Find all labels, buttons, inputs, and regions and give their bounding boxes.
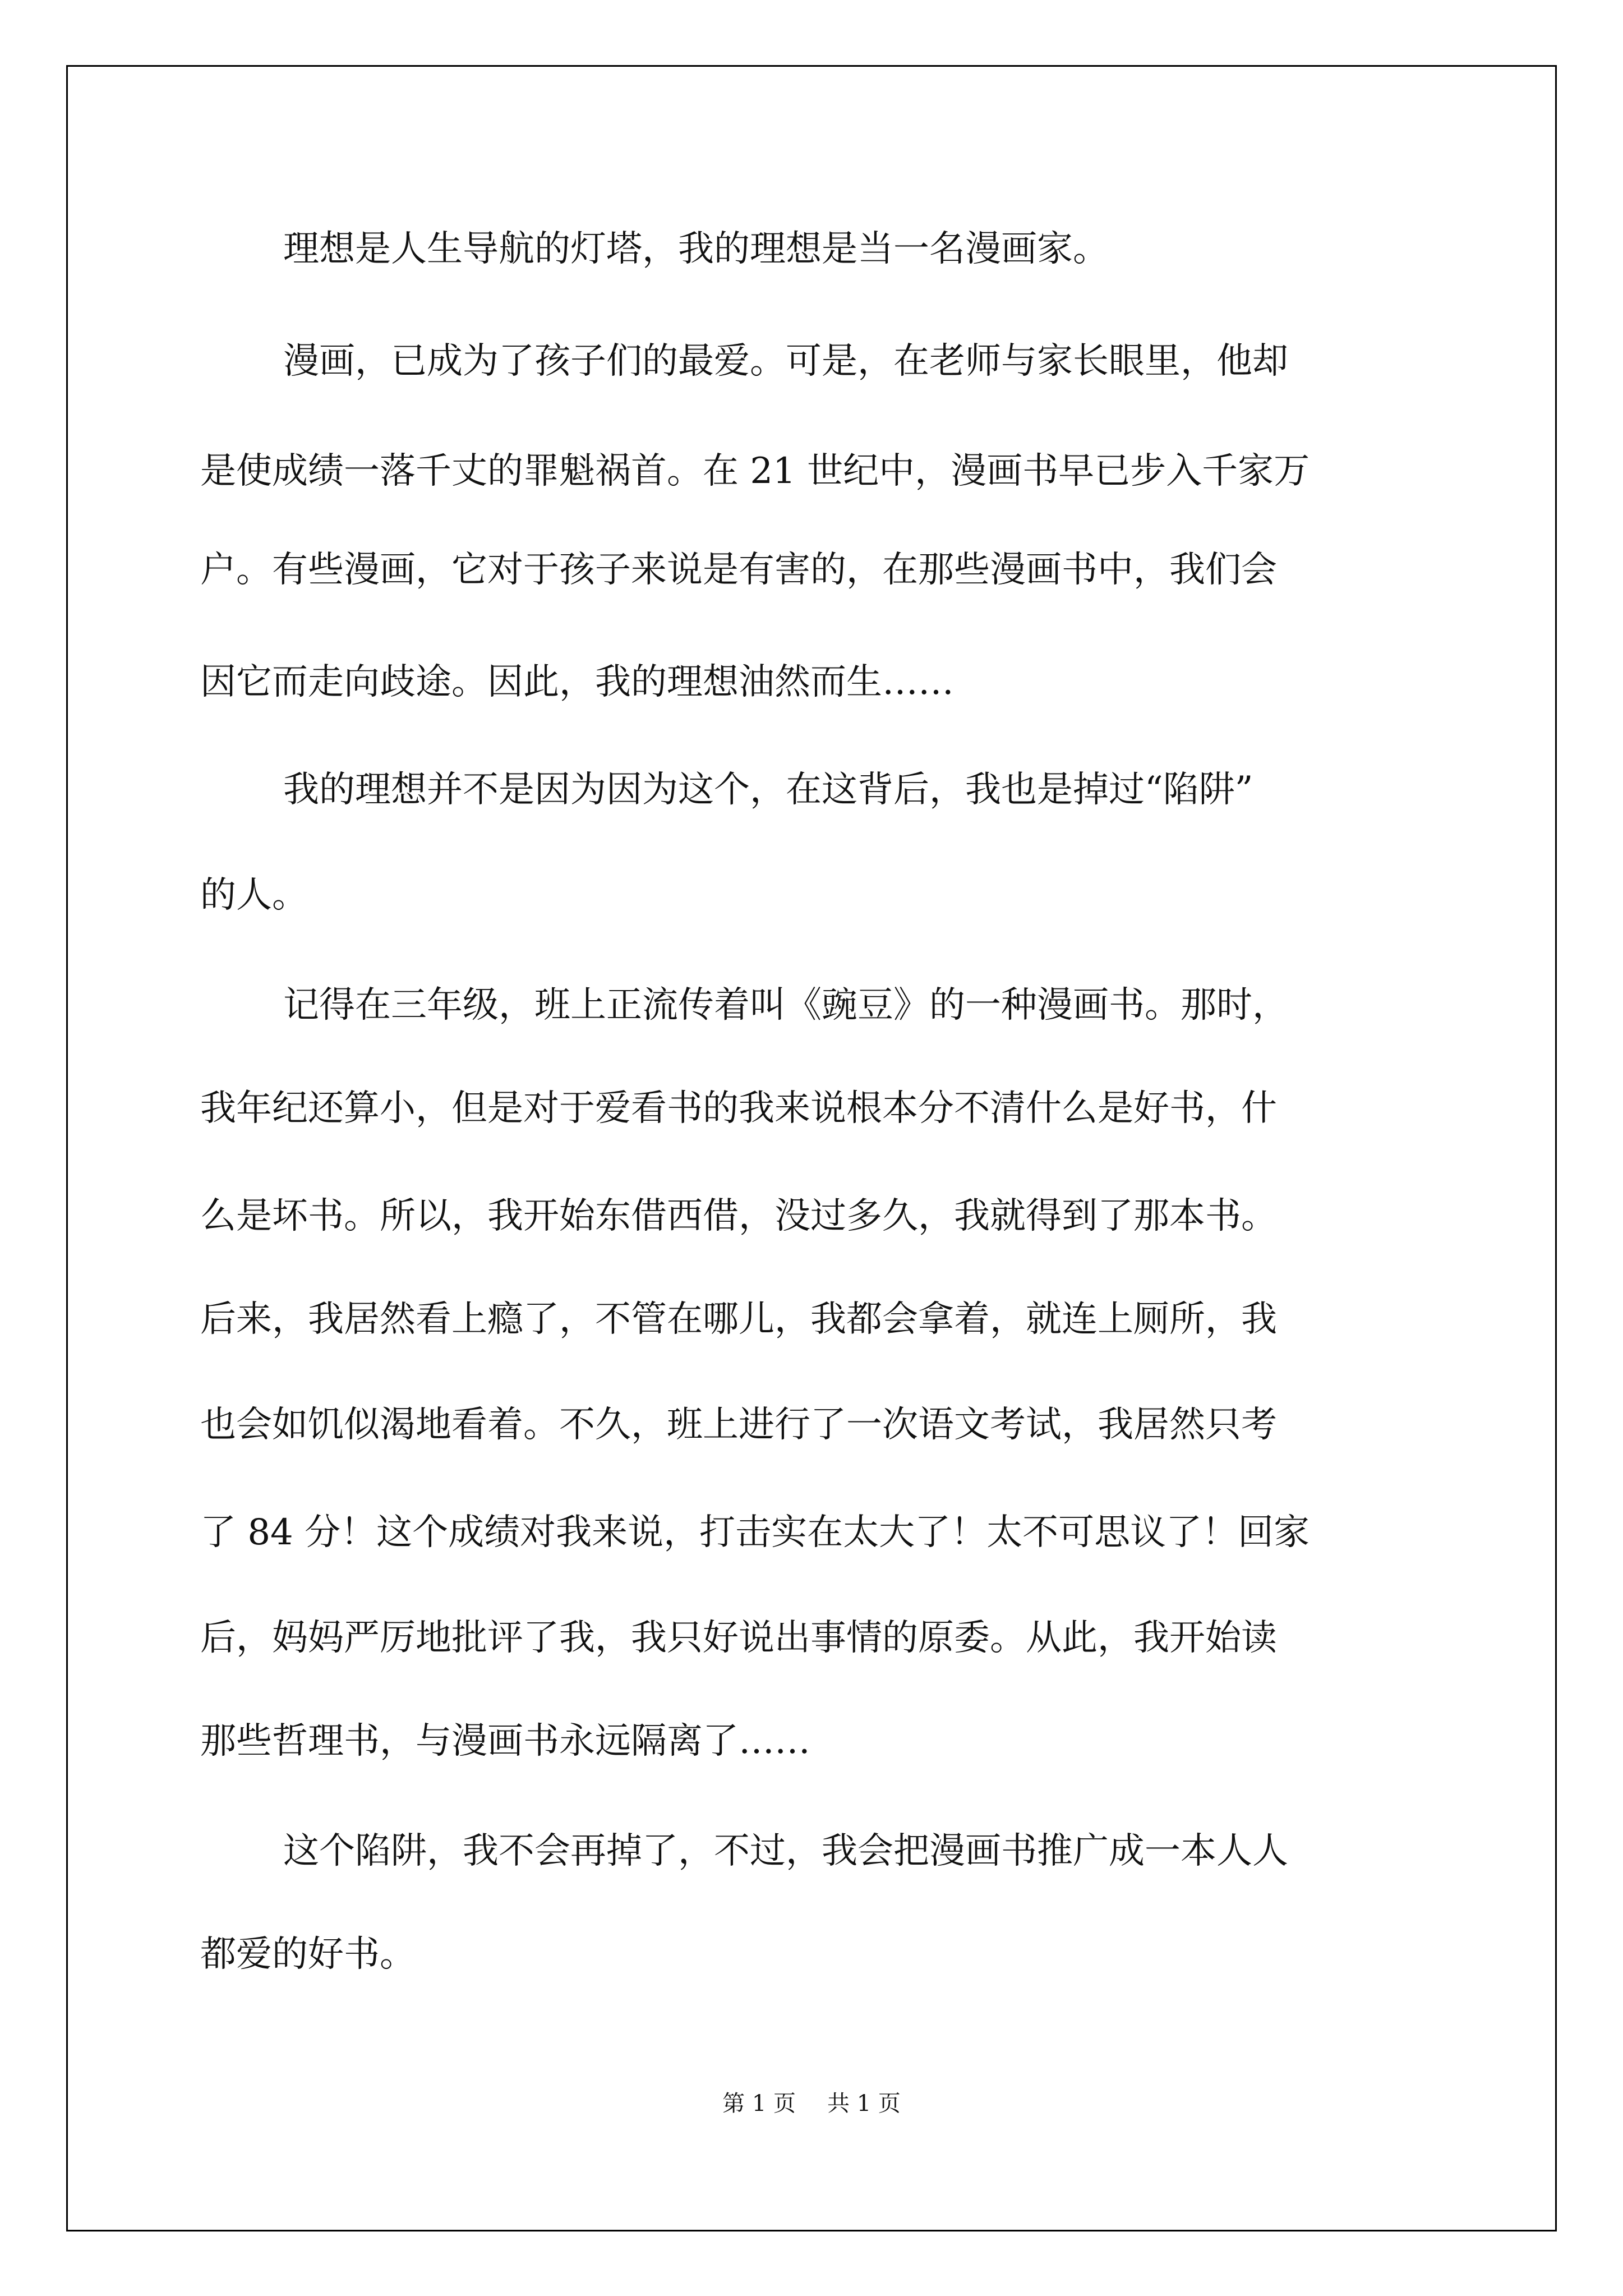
text-line: 因它而走向歧途。因此，我的理想油然而生……	[200, 661, 954, 703]
text-line: 都爱的好书。	[200, 1934, 416, 1975]
text-line: 户。有些漫画，它对于孩子来说是有害的，在那些漫画书中，我们会	[200, 549, 1277, 591]
text-line: 那些哲理书，与漫画书永远隔离了……	[200, 1720, 810, 1762]
page-border	[66, 65, 1557, 2231]
text-line: 后，妈妈严厉地批评了我，我只好说出事情的原委。从此，我开始读	[200, 1617, 1277, 1659]
text-line: 漫画，已成为了孩子们的最爱。可是，在老师与家长眼里，他却	[283, 341, 1288, 382]
page-number: 第 1 页	[722, 2091, 796, 2116]
page-footer	[0, 2088, 1623, 2119]
text-line: 了 84 分！这个成绩对我来说，打击实在太大了！太不可思议了！回家	[200, 1512, 1310, 1553]
page-total: 共 1 页	[827, 2091, 901, 2116]
text-line: 是使成绩一落千丈的罪魁祸首。在 21 世纪中，漫画书早已步入千家万	[200, 450, 1310, 492]
text-line: 也会如饥似渴地看着。不久，班上进行了一次语文考试，我居然只考	[200, 1404, 1277, 1446]
text-line: 后来，我居然看上瘾了，不管在哪儿，我都会拿着，就连上厕所，我	[200, 1299, 1277, 1340]
text-line: 记得在三年级，班上正流传着叫《豌豆》的一种漫画书。那时，	[283, 984, 1288, 1026]
text-line: 的人。	[200, 875, 308, 916]
text-line: 么是坏书。所以，我开始东借西借，没过多久，我就得到了那本书。	[200, 1195, 1277, 1237]
text-line: 我的理想并不是因为因为这个，在这背后，我也是掉过“陷阱”	[283, 769, 1253, 811]
text-line: 理想是人生导航的灯塔，我的理想是当一名漫画家。	[283, 228, 1109, 270]
text-line: 这个陷阱，我不会再掉了，不过，我会把漫画书推广成一本人人	[283, 1830, 1288, 1872]
text-line: 我年纪还算小，但是对于爱看书的我来说根本分不清什么是好书，什	[200, 1088, 1277, 1129]
